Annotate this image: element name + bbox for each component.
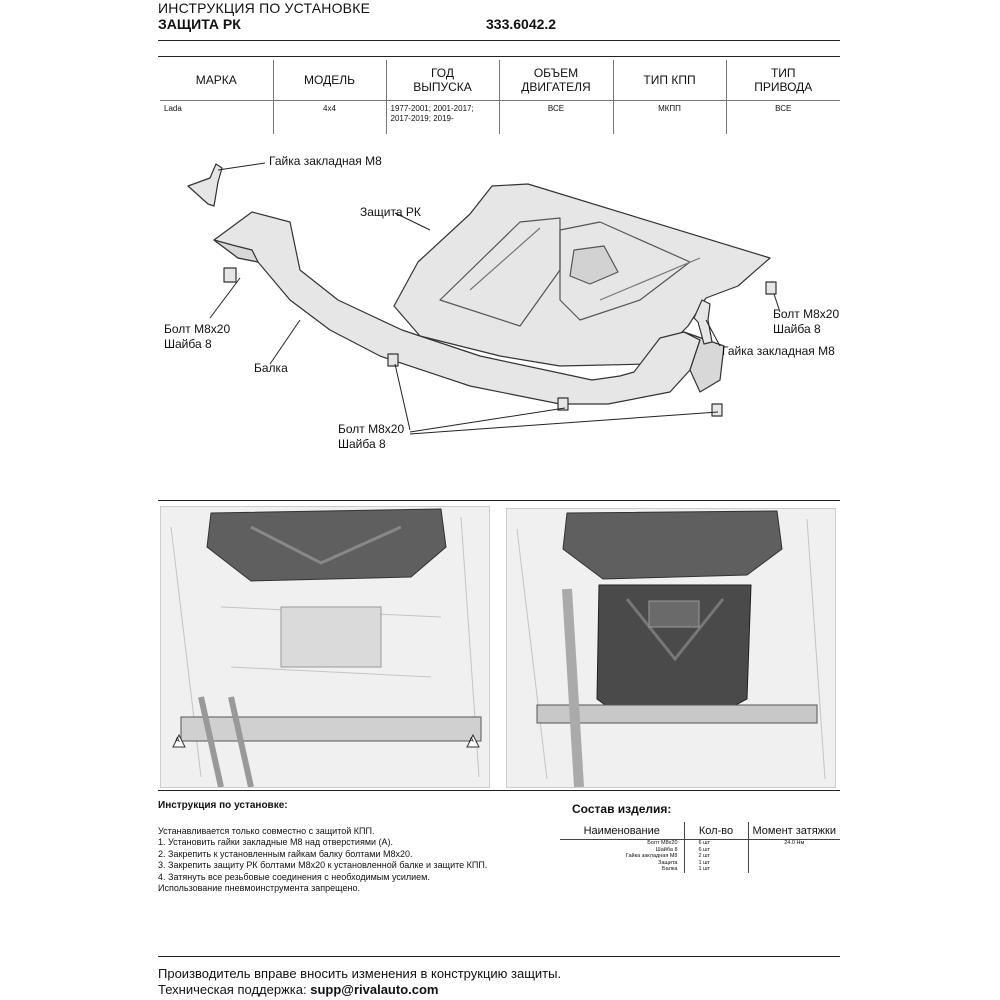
spec-header-drive-text: ТИП ПРИВОДА (754, 66, 813, 94)
table-row (560, 840, 840, 847)
support-email-link[interactable]: supp@rivalauto.com (310, 982, 439, 997)
bottom-divider (158, 790, 840, 791)
item-torque: 24.0 Нм (748, 840, 840, 847)
document-title: ИНСТРУКЦИЯ ПО УСТАНОВКЕ (158, 0, 371, 16)
item-qty: 2 шт (684, 853, 748, 860)
instructions-title: Инструкция по установке: (158, 800, 288, 811)
marker-a-left: A (175, 737, 180, 744)
spec-value-year-text: 1977-2001; 2001-2017; 2017-2019; 2019- (390, 104, 474, 123)
instruction-line: 3. Закрепить защиту РК болтами М8х20 к установленной балке и защите КПП. (158, 860, 488, 871)
footer-support (158, 982, 438, 997)
spec-value-model: 4x4 (273, 101, 386, 135)
item-torque (748, 866, 840, 873)
label-bolt-left: Болт М8х20 (164, 322, 231, 336)
photo-after-install (506, 508, 836, 788)
footer-divider (158, 956, 840, 957)
composition-title: Состав изделия: (572, 802, 672, 816)
instruction-line: 4. Затянуть все резьбовые соединения с необходимым усилием. (158, 871, 430, 882)
spec-header-year-text: ГОД ВЫПУСКА (413, 66, 472, 94)
spec-header-model: МОДЕЛЬ (273, 60, 386, 101)
composition-header-qty: Кол-во (684, 822, 748, 840)
item-name: Гайка закладная М8 (625, 853, 678, 859)
bolt-mid (388, 354, 398, 366)
instruction-line: Использование пневмоинструмента запрещено. (158, 883, 360, 894)
section-divider (158, 500, 840, 501)
photo-before-install (160, 506, 490, 788)
support-label: Техническая поддержка: (158, 982, 307, 997)
item-qty: 1 шт (684, 860, 748, 867)
item-name: Балка (662, 866, 678, 872)
spec-header-engine-text: ОБЪЕМ ДВИГАТЕЛЯ (521, 66, 591, 94)
spec-header-brand: МАРКА (160, 60, 273, 101)
label-washer-left: Шайба 8 (164, 337, 212, 351)
nut-top (188, 164, 222, 206)
footer-notice: Производитель вправе вносить изменения в конструкцию защиты. (158, 966, 562, 981)
instruction-line: 1. Установить гайки закладные М8 над отверстиями (А). (158, 837, 394, 848)
label-washer-bottom: Шайба 8 (338, 437, 386, 451)
spec-value-gearbox: МКПП (613, 101, 726, 135)
instruction-line: 2. Закрепить к установленным гайкам балку болтами М8х20. (158, 848, 413, 859)
label-guard: Защита РК (360, 205, 421, 219)
bolt-left (224, 268, 236, 282)
item-name: Болт М8х20 (647, 840, 678, 846)
label-bolt-right: Болт М8х20 (773, 307, 840, 321)
label-nut-right: Гайка закладная М8 (722, 344, 835, 358)
bolt-right-low (712, 404, 722, 416)
bolt-right-top (766, 282, 776, 294)
instructions-list (158, 826, 558, 894)
table-row (560, 866, 840, 873)
item-name: Защита (658, 859, 678, 866)
marker-a-right: A (469, 737, 474, 744)
spec-value-brand: Lada (164, 104, 182, 113)
label-beam: Балка (254, 361, 288, 375)
instruction-line: Устанавливается только совместно с защитой КПП. (158, 826, 375, 836)
label-washer-right: Шайба 8 (773, 322, 821, 336)
item-qty: 6 шт (684, 847, 748, 854)
item-qty: 1 шт (684, 866, 748, 873)
label-nut-top: Гайка закладная М8 (269, 154, 382, 168)
item-name: Шайба 8 (655, 846, 678, 853)
product-name: ЗАЩИТА РК (158, 16, 241, 32)
item-qty: 6 шт (684, 840, 748, 847)
spec-value-drive: ВСЕ (726, 101, 840, 135)
spec-header-gearbox: ТИП КПП (613, 60, 726, 101)
spec-value-engine: ВСЕ (499, 101, 613, 135)
composition-header-torque: Момент затяжки (748, 822, 840, 840)
product-code: 333.6042.2 (486, 16, 557, 32)
label-bolt-bottom: Болт М8х20 (338, 422, 405, 436)
composition-table (560, 822, 840, 873)
composition-header-name: Наименование (560, 822, 684, 840)
kpp-guard-outline (207, 509, 446, 581)
